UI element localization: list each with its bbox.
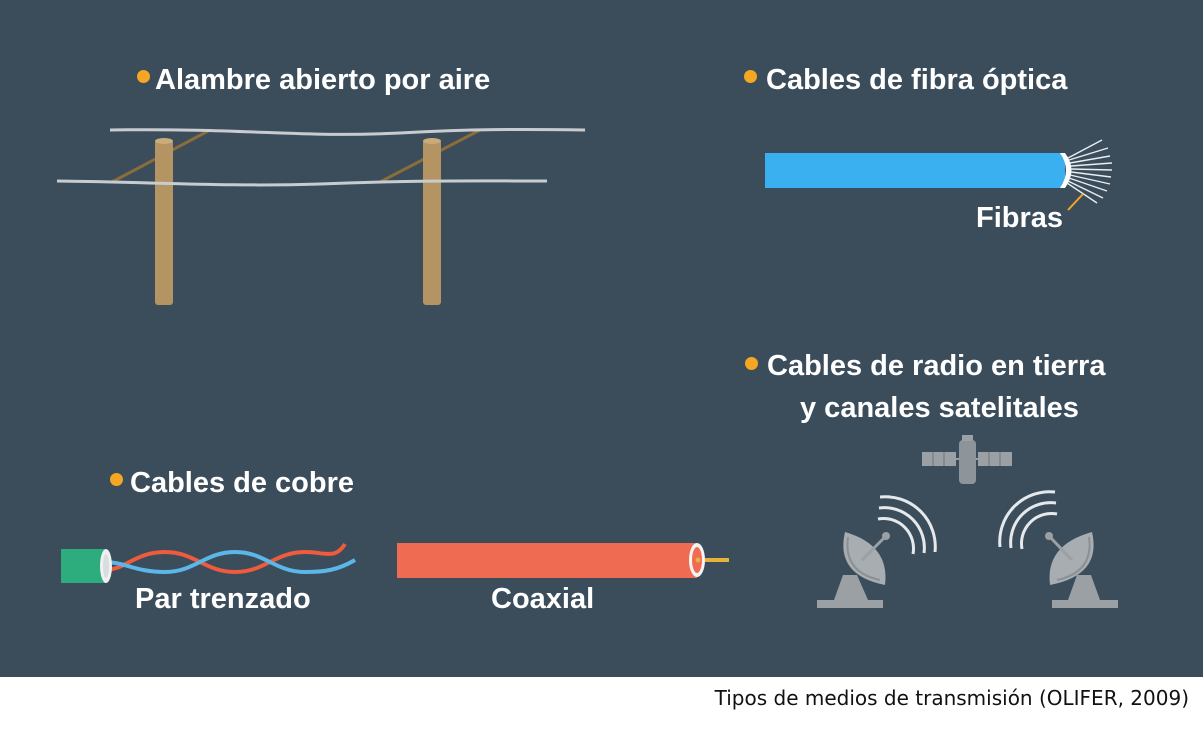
heading-radio-line1: Cables de radio en tierra [767,350,1106,382]
ground-antenna-left-icon [817,497,935,608]
wire-top [110,129,585,134]
heading-open-wire: Alambre abierto por aire [155,64,491,96]
coax-cable [397,543,697,578]
pole-top [423,138,441,144]
fiber-illustration [765,140,1112,210]
heading-fiber: Cables de fibra óptica [766,64,1068,96]
wire-bottom [57,181,547,185]
pole-right [423,140,441,305]
label-par-trenzado: Par trenzado [135,583,311,615]
twisted-pair-jacket [61,549,106,583]
label-fibras: Fibras [976,202,1064,234]
heading-copper: Cables de cobre [130,467,355,499]
satellite-icon [922,435,1012,484]
open-wire-illustration [57,129,585,305]
figure-caption: Tipos de medios de transmisión (OLIFER, 2009) [714,686,1189,710]
ground-antenna-right-icon [1000,492,1118,608]
twisted-pair-illustration [61,544,355,583]
pole-left [155,140,173,305]
heading-radio-line2: y canales satelitales [800,392,1079,424]
coax-illustration [397,543,729,578]
fibras-pointer [1068,194,1083,210]
fiber-strands [1067,140,1112,203]
pole-top [155,138,173,144]
label-coaxial: Coaxial [491,583,595,615]
fiber-cable [765,153,1065,188]
